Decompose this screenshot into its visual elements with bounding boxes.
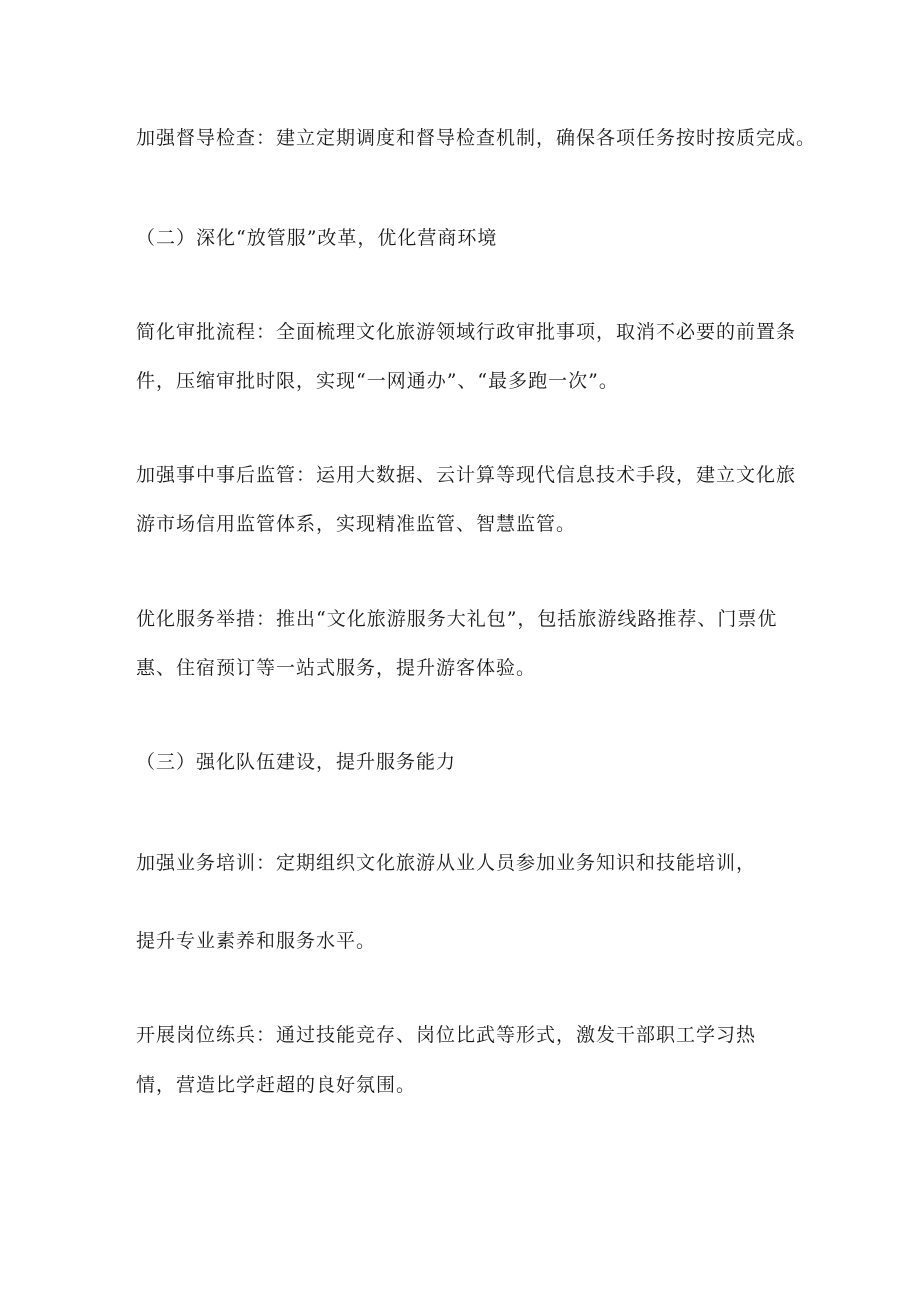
paragraph-regulation-line-1: 加强事中事后监管：运用大数据、云计算等现代信息技术手段，建立文化旅 <box>136 464 797 486</box>
paragraph-service-line-1: 优化服务举措：推出“文化旅游服务大礼包”，包括旅游线路推荐、门票优 <box>136 608 778 630</box>
paragraph-approval-line-2: 件，压缩审批时限，实现“一网通办”、“最多跑一次”。 <box>136 370 619 392</box>
section-heading-3: （三）强化队伍建设，提升服务能力 <box>136 751 457 773</box>
paragraph-training-line-1: 加强业务培训：定期组织文化旅游从业人员参加业务知识和技能培训， <box>136 852 757 874</box>
paragraph-drill-line-2: 情，营造比学赶超的良好氛围。 <box>136 1074 417 1096</box>
paragraph-service-line-2: 惠、住宿预订等一站式服务，提升游客体验。 <box>136 657 537 679</box>
paragraph-drill-line-1: 开展岗位练兵：通过技能竞存、岗位比武等形式，激发干部职工学习热 <box>136 1024 757 1046</box>
section-heading-2: （二）深化“放管服”改革，优化营商环境 <box>136 227 498 249</box>
paragraph-regulation-line-2: 游市场信用监管体系，实现精准监管、智慧监管。 <box>136 513 577 535</box>
paragraph-training-line-2: 提升专业素养和服务水平。 <box>136 930 377 952</box>
paragraph-supervision: 加强督导检查：建立定期调度和督导检查机制，确保各项任务按时按质完成。 <box>136 127 817 149</box>
paragraph-approval-line-1: 简化审批流程：全面梳理文化旅游领域行政审批事项，取消不必要的前置条 <box>136 321 797 343</box>
